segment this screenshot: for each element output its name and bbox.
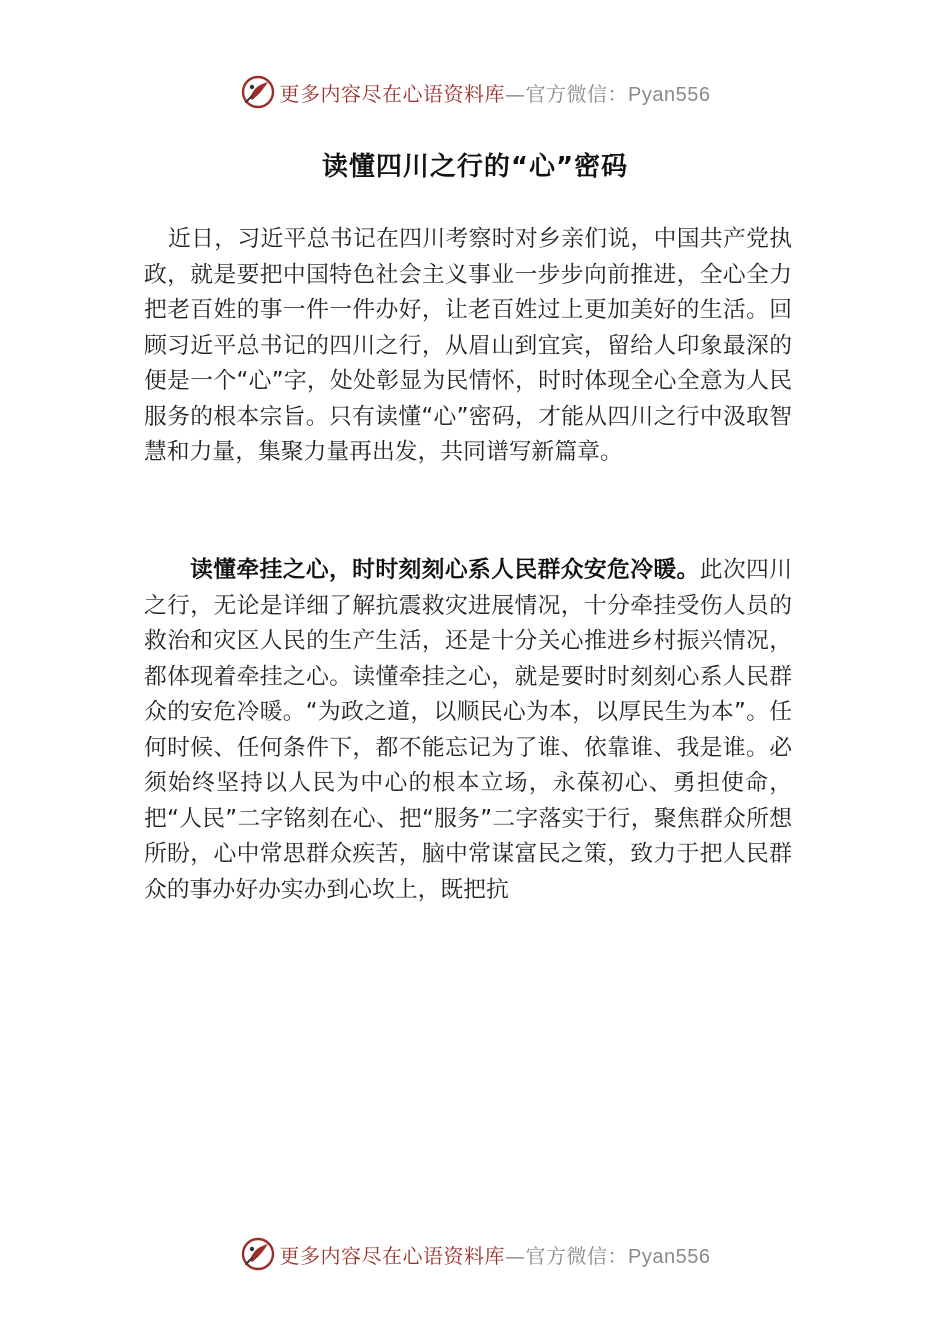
paragraph-1-text: 近日，习近平总书记在四川考察时对乡亲们说，中国共产党执政，就是要把中国特色社会主义事业一步步向前推进，全心全力把老百姓的事一件一件办好，让老百姓过上更加美好的生活。回顾习近平总书记的四川之行，从眉山到宜宾，留给人印象最深的便是一个“心”字，处处彰显为民情怀，时时体现全心全意为人民服务的根本宗旨。只有读懂“心”密码，才能从四川之行中汲取智慧和力量，集聚力量再出发，共同谱写新篇章。 xyxy=(144,226,792,465)
brand-logo-icon xyxy=(240,1236,276,1272)
paragraph-1 xyxy=(144,222,792,471)
paragraph-2 xyxy=(144,553,792,908)
separator: — xyxy=(505,81,526,106)
paragraph-2-text: 此次四川之行，无论是详细了解抗震救灾进展情况，十分牵挂受伤人员的救治和灾区人民的生产生活，还是十分关心推进乡村振兴情况，都体现着牵挂之心。读懂牵挂之心，就是要时时刻刻心系人民群众的安危冷暖。“为政之道，以顺民心为本，以厚民生为本”。任何时候、任何条件下，都不能忘记为了谁、依靠谁、我是谁。必须始终坚持以人民为中心的根本立场，永葆初心、勇担使命，把“人民”二字铭刻在心、把“服务”二字落实于行，聚焦群众所想所盼，心中常思群众疾苦，脑中常谋富民之策，致力于把人民群众的事办好办实办到心坎上，既把抗 xyxy=(144,557,793,903)
wechat-label: 官方微信： xyxy=(525,81,629,106)
separator: — xyxy=(505,1243,526,1268)
wechat-label: 官方微信： xyxy=(525,1243,629,1268)
header-banner-text xyxy=(280,78,711,107)
header-banner xyxy=(0,70,950,114)
paragraph-2-lead: 读懂牵挂之心，时时刻刻心系人民群众安危冷暖。 xyxy=(190,557,700,583)
wechat-id: Pyan556 xyxy=(628,83,711,106)
footer-banner xyxy=(0,1232,950,1276)
footer-banner-text xyxy=(280,1240,711,1269)
document-title: 读懂四川之行的“心”密码 xyxy=(321,152,629,182)
brand-logo-icon xyxy=(240,74,276,110)
site-text: 更多内容尽在心语资料库 xyxy=(279,1243,506,1268)
site-text: 更多内容尽在心语资料库 xyxy=(279,81,506,106)
wechat-id: Pyan556 xyxy=(628,1245,711,1268)
